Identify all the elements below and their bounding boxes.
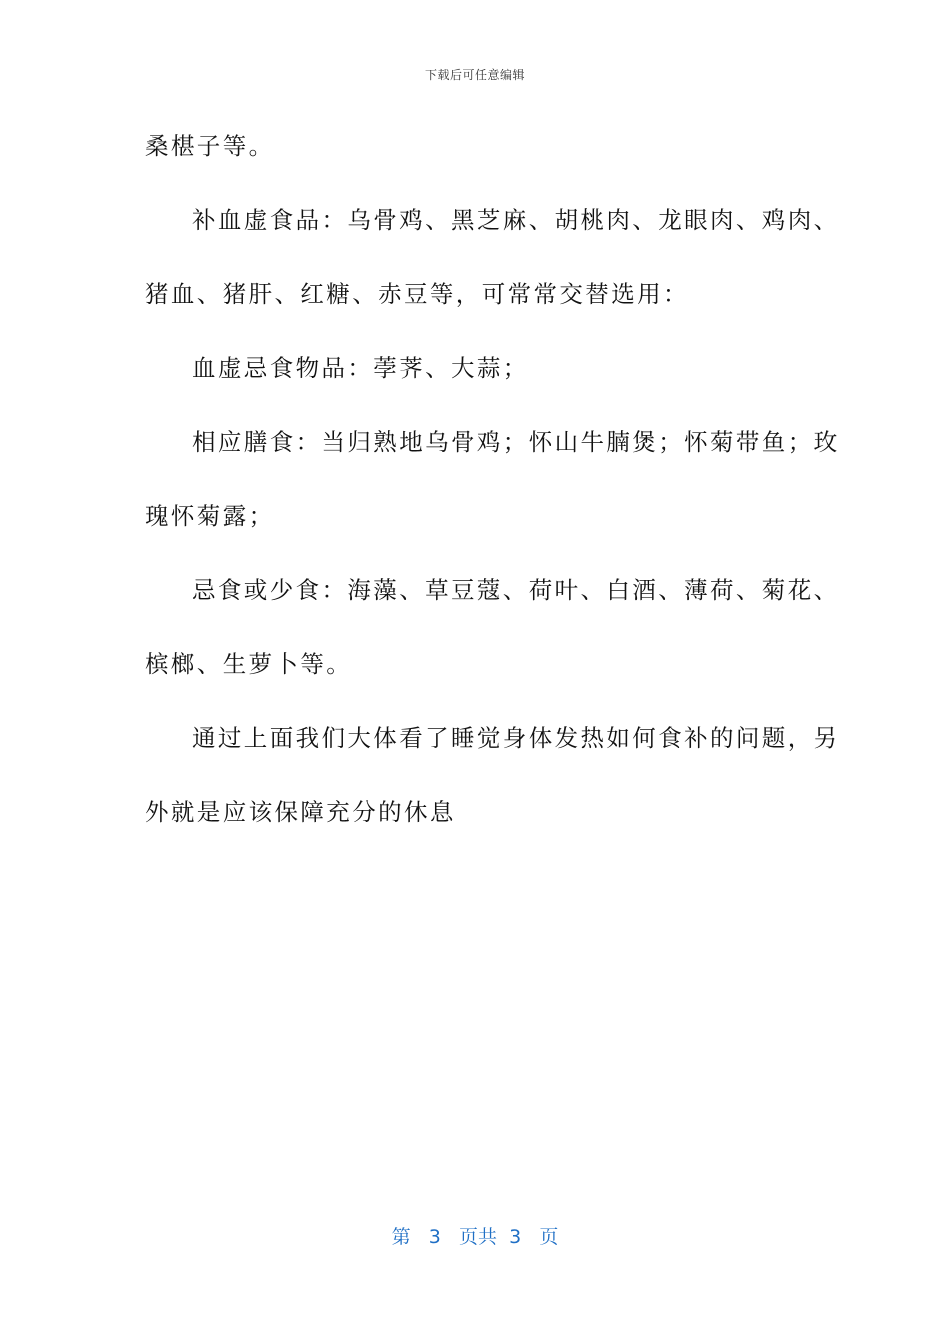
- footer-current-page: 3: [428, 1226, 441, 1248]
- text-line: 瑰怀菊露；: [145, 502, 275, 530]
- page-number-footer: [0, 1222, 950, 1249]
- text-line: 桑椹子等。: [145, 132, 275, 160]
- paragraph-start-line: 血虚忌食物品：荸荠、大蒜；: [192, 354, 529, 382]
- document-body: [145, 120, 840, 860]
- text-line: 外就是应该保障充分的休息: [145, 798, 456, 826]
- paragraph-start-line: 补血虚食品：乌骨鸡、黑芝麻、胡桃肉、龙眼肉、鸡肉、: [192, 206, 840, 234]
- footer-middle: 页共: [459, 1226, 498, 1248]
- text-line: 槟榔、生萝卜等。: [145, 650, 353, 678]
- paragraph-start-line: 相应膳食：当归熟地乌骨鸡；怀山牛腩煲；怀菊带鱼；玫: [192, 428, 840, 456]
- text-line: 猪血、猪肝、红糖、赤豆等，可常常交替选用：: [145, 280, 689, 308]
- footer-prefix: 第: [391, 1226, 411, 1248]
- paragraph-start-line: 通过上面我们大体看了睡觉身体发热如何食补的问题，另: [192, 724, 840, 752]
- paragraph-start-line: 忌食或少食：海藻、草豆蔻、荷叶、白酒、薄荷、菊花、: [192, 576, 840, 604]
- page-header-note: 下载后可任意编辑: [424, 68, 525, 82]
- footer-suffix: 页: [539, 1226, 559, 1248]
- footer-total-pages: 3: [509, 1226, 522, 1248]
